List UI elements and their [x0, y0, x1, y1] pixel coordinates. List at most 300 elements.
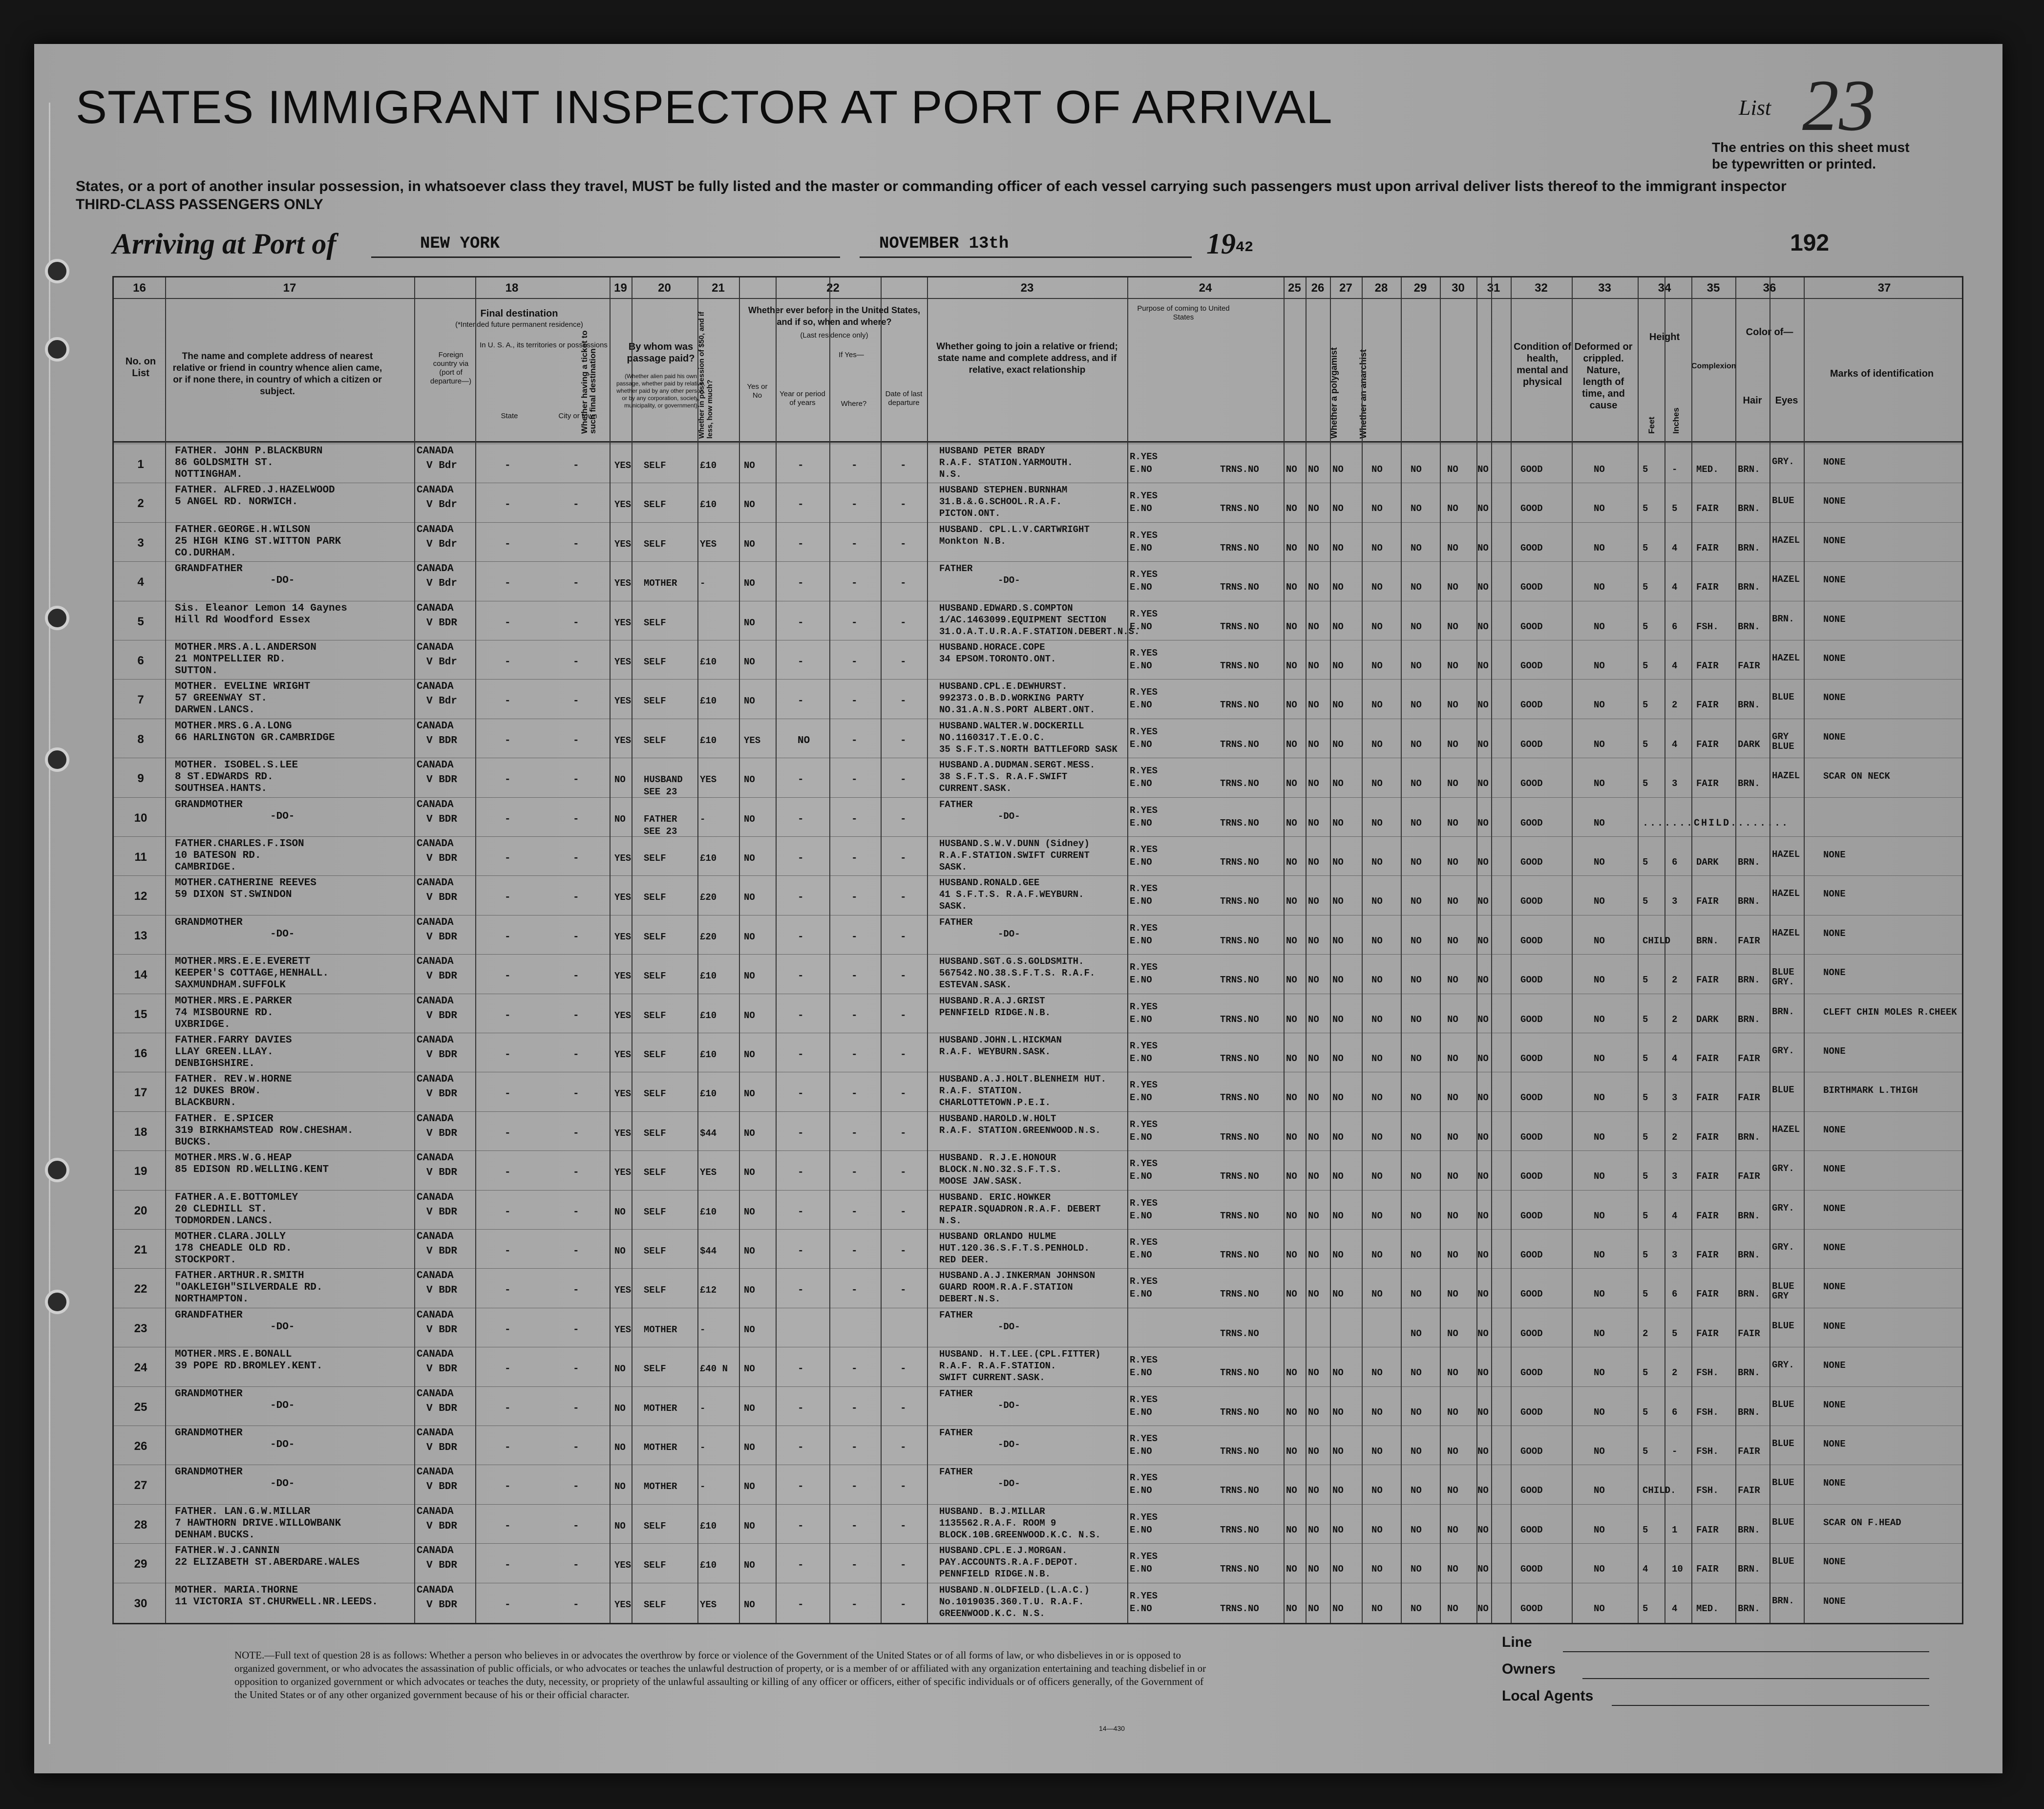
column-rule [1476, 277, 1477, 1623]
row-number: 27 [134, 1479, 148, 1492]
state-value: - [505, 813, 511, 825]
passage-value: SELF [644, 931, 666, 942]
q28-value: NO [1371, 1014, 1383, 1025]
hair-value: BRN. [1738, 1367, 1760, 1379]
entries-note [1712, 139, 1910, 172]
marks-value: NONE [1823, 889, 1846, 900]
joining-line: HUSBAND.WALTER.W.DOCKERILL [939, 720, 1084, 731]
purpose-yes: R.YES [1130, 1433, 1158, 1444]
q25-value: NO [1286, 621, 1297, 632]
transit-value: TRNS.NO [1220, 817, 1259, 829]
complexion-value: FSH. [1696, 621, 1719, 632]
row-number: 2 [137, 497, 144, 511]
ticket-value: NO [614, 774, 626, 786]
hair-value: BRN. [1738, 1603, 1760, 1614]
q26-value: NO [1308, 1250, 1319, 1260]
joining-line: HUSBAND.RONALD.GEE [939, 877, 1040, 889]
joining-line: 31.B.&.G.SCHOOL.R.A.F. [939, 496, 1062, 508]
before-us-value: NO [744, 813, 755, 825]
relative-line: 20 CLEDHILL ST. [175, 1203, 268, 1215]
hair-value: BRN. [1738, 464, 1760, 475]
year-print: 192 [1790, 230, 1830, 256]
q27-value: NO [1332, 896, 1344, 907]
q25-value: NO [1286, 1092, 1297, 1104]
q27-value: NO [1332, 1053, 1344, 1064]
eyes-value: BLUE [1772, 1438, 1794, 1449]
before-us-value: NO [744, 971, 755, 982]
marks-value: NONE [1823, 928, 1846, 939]
column-rule [739, 277, 740, 1623]
table-row [114, 1268, 1962, 1308]
via-border: V BDR [426, 1560, 458, 1572]
year-period-value: - [798, 538, 804, 550]
where-value: - [851, 1010, 858, 1022]
relative-line: 12 DUKES BROW. [175, 1085, 261, 1097]
marks-value: NONE [1823, 496, 1846, 507]
q25-value: NO [1286, 896, 1297, 907]
ticket-value: YES [614, 696, 632, 707]
relative-line: -DO- [270, 1478, 295, 1490]
hair-value: BRN. [1738, 1014, 1760, 1025]
joining-line: R.A.F.STATION.SWIFT CURRENT [939, 850, 1090, 861]
table-row [114, 601, 1962, 640]
hair-value: BRN. [1738, 1564, 1760, 1575]
q27-value: NO [1332, 1406, 1344, 1418]
relative-line: 178 CHEADLE OLD RD. [175, 1243, 292, 1254]
before-us-value: NO [744, 1403, 755, 1414]
eyes-value: GRY BLUE [1772, 731, 1794, 752]
height-feet: 5 [1643, 464, 1648, 475]
table-row [114, 719, 1962, 758]
hair-value: FAIR [1738, 1053, 1760, 1064]
before-us-value: NO [744, 1010, 755, 1021]
hair-value: BRN. [1738, 778, 1760, 789]
ticket-value: NO [614, 1206, 626, 1217]
q29-value: NO [1411, 542, 1422, 553]
q31-value: NO [1477, 621, 1489, 632]
passage-value: SELF [644, 696, 666, 707]
relative-line: FATHER. LAN.G.W.MILLAR [175, 1506, 311, 1517]
before-us-value: NO [744, 1324, 755, 1335]
q26-value: NO [1308, 935, 1319, 946]
state-value: - [505, 1324, 511, 1336]
before-us-value: NO [744, 460, 755, 471]
q31-value: NO [1477, 1485, 1489, 1496]
transit-value: TRNS.NO [1220, 464, 1259, 475]
deformed-value: NO [1594, 817, 1605, 829]
list-number: 23 [1802, 65, 1875, 146]
ticket-value: YES [614, 578, 632, 589]
table-row [114, 1190, 1962, 1230]
column-rule [829, 277, 830, 1623]
relative-line: -DO- [270, 810, 295, 822]
table-row [114, 836, 1962, 876]
row-number: 6 [137, 654, 144, 667]
passage-value: SELF [644, 1246, 666, 1256]
departure-value: - [900, 696, 906, 707]
before-us-value: NO [744, 1560, 755, 1571]
column-rule [1511, 277, 1512, 1623]
deformed-value: NO [1594, 1210, 1605, 1221]
relative-line: STOCKPORT. [175, 1255, 237, 1266]
hair-value: BRN. [1738, 896, 1760, 907]
complexion-value: FAIR [1696, 542, 1719, 553]
q28-value: NO [1371, 582, 1383, 593]
column-number: 24 [1199, 281, 1212, 295]
foreign-country: CANADA [417, 681, 454, 693]
condition-value: GOOD [1520, 935, 1543, 946]
q30-value: NO [1447, 778, 1458, 789]
q31-value: NO [1477, 857, 1489, 868]
city-value: - [573, 1049, 579, 1061]
hair-value: FAIR [1738, 660, 1760, 671]
purpose-no: E.NO [1130, 1131, 1152, 1143]
relative-line: UXBRIDGE. [175, 1019, 231, 1030]
city-value: - [573, 657, 579, 668]
passage-value: HUSBAND SEE 23 [644, 774, 683, 798]
deformed-value: NO [1594, 1250, 1605, 1260]
money-value: - [700, 1403, 706, 1414]
q29-value: NO [1411, 857, 1422, 868]
hair-value: BRN. [1738, 1250, 1760, 1260]
passage-value: SELF [644, 1285, 666, 1296]
state-value: - [505, 892, 511, 904]
column-number: 35 [1707, 281, 1720, 295]
where-value: - [851, 853, 858, 864]
condition-value: GOOD [1520, 582, 1543, 593]
q26-value: NO [1308, 739, 1319, 750]
complexion-value: DARK [1696, 1014, 1719, 1025]
purpose-no: E.NO [1130, 700, 1152, 711]
transit-value: TRNS.NO [1220, 778, 1259, 789]
ticket-value: YES [614, 1049, 632, 1060]
state-value: - [505, 774, 511, 786]
joining-line: PENNFIELD RIDGE.N.B. [939, 1569, 1051, 1580]
q31-value: NO [1477, 1131, 1489, 1143]
q30-value: NO [1447, 817, 1458, 829]
via-border: V Bdr [426, 538, 458, 550]
joining-line: 35 S.F.T.S.NORTH BATTLEFORD SASK [939, 744, 1117, 755]
deformed-value: NO [1594, 1446, 1605, 1457]
hair-value: BRN. [1738, 857, 1760, 868]
transit-value: TRNS.NO [1220, 660, 1259, 671]
header-condition: Condition of health, mental and physical [1514, 341, 1571, 387]
q25-value: NO [1286, 700, 1297, 711]
joining-line: FATHER [939, 916, 973, 928]
joining-line: HUSBAND ORLANDO HULME [939, 1231, 1056, 1242]
state-value: - [505, 1442, 511, 1453]
purpose-yes: R.YES [1130, 962, 1158, 973]
marks-value: NONE [1823, 653, 1846, 664]
year-suffix: 42 [1236, 239, 1254, 256]
via-border: V BDR [426, 931, 458, 943]
height-inches: 2 [1672, 1367, 1678, 1379]
table-row [114, 1111, 1962, 1151]
relative-line: 86 GOLDSMITH ST. [175, 457, 274, 468]
via-border: V BDR [426, 1363, 458, 1375]
q27-value: NO [1332, 1289, 1344, 1300]
city-value: - [573, 696, 579, 707]
state-value: - [505, 1403, 511, 1414]
column-number: 33 [1598, 281, 1611, 295]
relative-line: 66 HARLINGTON GR.CAMBRIDGE [175, 732, 335, 744]
purpose-no: E.NO [1130, 1289, 1152, 1300]
where-value: - [851, 1599, 858, 1611]
ticket-value: NO [614, 1442, 626, 1453]
relative-line: BUCKS. [175, 1136, 212, 1148]
complexion-value: FAIR [1696, 503, 1719, 514]
q30-value: NO [1447, 1328, 1458, 1339]
via-border: V Bdr [426, 460, 458, 471]
table-row [114, 640, 1962, 680]
year-period-value: - [798, 1246, 804, 1257]
where-value: - [851, 657, 858, 668]
height-inches: - [1672, 464, 1678, 475]
q29-value: NO [1411, 778, 1422, 789]
deformed-value: NO [1594, 700, 1605, 711]
hair-value: BRN. [1738, 582, 1760, 593]
joining-line: 38 S.F.T.S. R.A.F.SWIFT [939, 771, 1068, 783]
ticket-value: NO [614, 1481, 626, 1492]
marks-value: SCAR ON F.HEAD [1823, 1517, 1901, 1528]
departure-value: - [900, 971, 906, 982]
column-number: 26 [1311, 281, 1325, 295]
relative-line: 74 MISBOURNE RD. [175, 1007, 274, 1019]
ticket-value: YES [614, 853, 632, 864]
column-rule [1127, 277, 1128, 1623]
q28-value: NO [1371, 935, 1383, 946]
height-feet: 5 [1643, 1210, 1648, 1221]
q31-value: NO [1477, 660, 1489, 671]
purpose-yes: R.YES [1130, 1511, 1158, 1523]
city-value: - [573, 499, 579, 511]
q30-value: NO [1447, 1171, 1458, 1182]
q27-value: NO [1332, 503, 1344, 514]
complexion-value: FSH. [1696, 1446, 1719, 1457]
row-number: 25 [134, 1400, 148, 1414]
q30-value: NO [1447, 1092, 1458, 1104]
height-feet: 5 [1643, 582, 1648, 593]
table-row [114, 1543, 1962, 1583]
q27-value: NO [1332, 778, 1344, 789]
q27-value: NO [1332, 1485, 1344, 1496]
relative-line: GRANDFATHER [175, 1309, 243, 1321]
q27-value: NO [1332, 1210, 1344, 1221]
q27-value: NO [1332, 582, 1344, 593]
q28-value: NO [1371, 1564, 1383, 1575]
via-border: V Bdr [426, 696, 458, 707]
purpose-yes: R.YES [1130, 648, 1158, 659]
table-row [114, 1150, 1962, 1190]
money-value: £10 [700, 657, 717, 667]
city-value: - [573, 1285, 579, 1297]
marks-value: NONE [1823, 692, 1846, 703]
deformed-value: NO [1594, 1289, 1605, 1300]
money-value: - [700, 813, 706, 825]
ticket-value: YES [614, 971, 632, 982]
ticket-value: YES [614, 499, 632, 511]
q29-value: NO [1411, 1092, 1422, 1104]
complexion-value: FAIR [1696, 1328, 1719, 1339]
q28-value: NO [1371, 700, 1383, 711]
header-deformed: Deformed or crippled. Nature, length of time, and cause [1574, 341, 1633, 411]
joining-line: HUSBAND.HORACE.COPE [939, 642, 1045, 653]
header-foreign-country: Foreign country via (port of departure—) [430, 351, 472, 385]
purpose-no: E.NO [1130, 1446, 1152, 1457]
ticket-value: YES [614, 1128, 632, 1139]
passage-value: SELF [644, 460, 666, 471]
year-period-value: - [798, 1285, 804, 1297]
q31-value: NO [1477, 896, 1489, 907]
foreign-country: CANADA [417, 1192, 454, 1203]
where-value: - [851, 460, 858, 471]
transit-value: TRNS.NO [1220, 700, 1259, 711]
height-feet: 5 [1643, 1524, 1648, 1535]
city-value: - [573, 1324, 579, 1336]
header-passage: By whom was passage paid? [627, 341, 695, 364]
q30-value: NO [1447, 896, 1458, 907]
joining-line: SASK. [939, 901, 968, 912]
owners-rule [1582, 1678, 1929, 1679]
column-number: 32 [1535, 281, 1548, 295]
hair-value: BRN. [1738, 542, 1760, 553]
height-feet: 5 [1643, 1603, 1648, 1614]
q27-value: NO [1332, 1446, 1344, 1457]
binder-hole [45, 1290, 69, 1314]
q26-value: NO [1308, 857, 1319, 868]
height-inches: 6 [1672, 1289, 1678, 1300]
city-value: - [573, 1442, 579, 1453]
complexion-value: FAIR [1696, 1289, 1719, 1300]
height-inches: 2 [1672, 700, 1678, 711]
table-row [114, 522, 1962, 562]
foreign-country: CANADA [417, 956, 454, 968]
marks-value: NONE [1823, 1164, 1846, 1175]
via-border: V BDR [426, 735, 458, 746]
header-yes-no: Yes or No [747, 383, 768, 400]
purpose-yes: R.YES [1130, 1276, 1158, 1287]
relative-line: MOTHER. EVELINE WRIGHT [175, 681, 311, 693]
state-value: - [505, 1206, 511, 1218]
joining-line: 31.O.A.T.U.R.A.F.STATION.DEBERT.N.S. [939, 626, 1140, 637]
foreign-country: CANADA [417, 1152, 454, 1164]
q30-value: NO [1447, 1603, 1458, 1614]
deformed-value: NO [1594, 1367, 1605, 1379]
height-inches: 4 [1672, 582, 1678, 593]
foreign-country: CANADA [417, 1231, 454, 1242]
deformed-value: NO [1594, 1328, 1605, 1339]
q28-value: NO [1371, 464, 1383, 475]
height-feet: 5 [1643, 1171, 1648, 1182]
joining-line: SWIFT CURRENT.SASK. [939, 1372, 1045, 1383]
height-inches: 5 [1672, 1328, 1678, 1339]
header-divider [114, 441, 1962, 443]
q30-value: NO [1447, 700, 1458, 711]
city-value: - [573, 578, 579, 590]
ticket-value: YES [614, 892, 632, 903]
header-color-of: Color of— [1746, 327, 1793, 338]
year-period-value: - [798, 931, 804, 943]
purpose-no: E.NO [1130, 542, 1152, 553]
row-number: 8 [137, 732, 144, 746]
city-value: - [573, 774, 579, 786]
money-value: - [700, 578, 706, 589]
q26-value: NO [1308, 621, 1319, 632]
foreign-country: CANADA [417, 642, 454, 653]
condition-value: GOOD [1520, 503, 1543, 514]
complexion-value: FSH. [1696, 1485, 1719, 1496]
purpose-no: E.NO [1130, 660, 1152, 671]
where-value: - [851, 499, 858, 511]
hair-value: DARK [1738, 739, 1760, 750]
class-text: THIRD-CLASS PASSENGERS ONLY [76, 196, 323, 213]
height-inches: 4 [1672, 1053, 1678, 1064]
city-value: - [573, 1520, 579, 1532]
q31-value: NO [1477, 542, 1489, 553]
q28-value: NO [1371, 1210, 1383, 1221]
q29-value: NO [1411, 975, 1422, 986]
before-us-value: NO [744, 853, 755, 864]
q29-value: NO [1411, 1485, 1422, 1496]
condition-value: GOOD [1520, 1328, 1543, 1339]
q31-value: NO [1477, 975, 1489, 986]
relative-line: DARWEN.LANCS. [175, 704, 255, 716]
line-rule [1563, 1651, 1929, 1652]
year-period-value: - [798, 1206, 804, 1218]
joining-line: FATHER [939, 1427, 973, 1438]
table-row [114, 1072, 1962, 1111]
ticket-value: YES [614, 735, 632, 746]
transit-value: TRNS.NO [1220, 1171, 1259, 1182]
table-row [114, 483, 1962, 522]
year-period-value: - [798, 971, 804, 982]
joining-line: -DO- [998, 810, 1020, 822]
q29-value: NO [1411, 1524, 1422, 1535]
departure-value: - [900, 460, 906, 471]
relative-line: FATHER.FARRY DAVIES [175, 1035, 292, 1046]
relative-line: TODMORDEN.LANCS. [175, 1215, 274, 1227]
joining-line: -DO- [998, 1439, 1020, 1450]
hair-value: BRN. [1738, 700, 1760, 711]
eyes-value: HAZEL [1772, 534, 1800, 546]
q26-value: NO [1308, 1446, 1319, 1457]
complexion-value: DARK [1696, 857, 1719, 868]
port-rule [371, 256, 840, 258]
complexion-value: FAIR [1696, 896, 1719, 907]
column-rule [1491, 277, 1492, 1623]
deformed-value: NO [1594, 1603, 1605, 1614]
purpose-yes: R.YES [1130, 490, 1158, 502]
foreign-country: CANADA [417, 838, 454, 850]
transit-value: TRNS.NO [1220, 1210, 1259, 1221]
q30-value: NO [1447, 739, 1458, 750]
marks-value: NONE [1823, 1556, 1846, 1568]
ticket-value: YES [614, 617, 632, 628]
eyes-value: BLUE [1772, 1516, 1794, 1528]
row-number: 23 [134, 1321, 148, 1335]
before-us-value: NO [744, 774, 755, 786]
column-number: 34 [1658, 281, 1671, 295]
port-value: NEW YORK [420, 234, 500, 253]
height-inches: 10 [1672, 1564, 1683, 1575]
passage-value: SELF [644, 538, 666, 550]
joining-line: HUSBAND.N.OLDFIELD.(L.A.C.) [939, 1584, 1090, 1596]
passage-value: MOTHER [644, 1403, 677, 1414]
q30-value: NO [1447, 1289, 1458, 1300]
purpose-no: E.NO [1130, 1053, 1152, 1064]
passage-value: MOTHER [644, 1324, 677, 1335]
table-row [114, 1583, 1962, 1622]
